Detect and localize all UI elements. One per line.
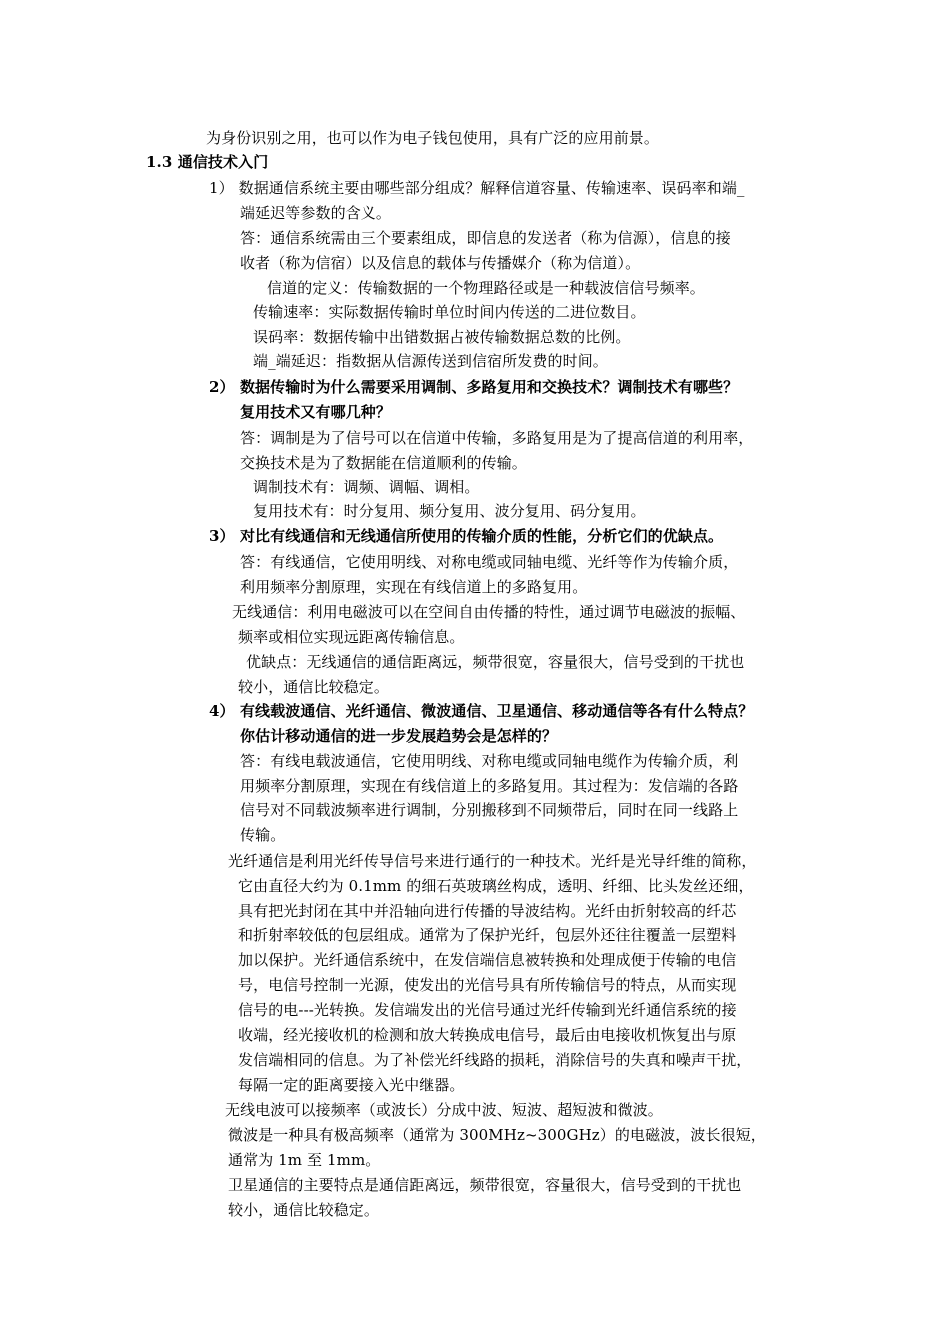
text-line: 复用技术有：时分复用、频分复用、波分复用、码分复用。 [253, 502, 646, 520]
text-line: 交换技术是为了数据能在信道顺利的传输。 [240, 454, 527, 472]
answer-line: 答：有线通信，它使用明线、对称电缆或同轴电缆、光纤等作为传输介质， [240, 553, 739, 571]
text-line: 加以保护。光纤通信系统中，在发信端信息被转换和处理成便于传输的电信 [238, 951, 737, 969]
question-4-cont: 你估计移动通信的进一步发展趋势会是怎样的？ [240, 727, 558, 745]
question-2-cont: 复用技术又有哪几种？ [240, 403, 392, 421]
question-3: 3） 对比有线通信和无线通信所使用的传输介质的性能，分析它们的优缺点。 [209, 527, 724, 545]
text-line: 传输。 [240, 826, 286, 844]
text-line: 优缺点：无线通信的通信距离远，频带很宽，容量很大，信号受到的干扰也 [246, 653, 745, 671]
text-line: 信号对不同载波频率进行调制，分别搬移到不同频带后，同时在同一线路上 [240, 801, 739, 819]
text-line: 号，电信号控制一光源，使发出的光信号具有所传输信号的特点，从而实现 [238, 976, 737, 994]
text-line: 较小，通信比较稳定。 [238, 678, 390, 696]
question-2: 2） 数据传输时为什么需要采用调制、多路复用和交换技术？调制技术有哪些？ [209, 378, 739, 396]
question-1: 1） 数据通信系统主要由哪些部分组成？解释信道容量、传输速率、误码率和端_ [209, 179, 745, 197]
text-line: 频率或相位实现远距离传输信息。 [238, 628, 465, 646]
text-line: 每隔一定的距离要接入光中继器。 [238, 1076, 465, 1094]
text-line: 端_端延迟：指数据从信源传送到信宿所发费的时间。 [253, 352, 608, 370]
text-line: 信道的定义：传输数据的一个物理路径或是一种载波信信号频率。 [267, 279, 705, 297]
text-line: 传输速率：实际数据传输时单位时间内传送的二进位数目。 [253, 303, 646, 321]
text-line: 用频率分割原理，实现在有线信道上的多路复用。其过程为：发信端的各路 [240, 777, 739, 795]
text-line: 信号的电---光转换。发信端发出的光信号通过光纤传输到光纤通信系统的接 [238, 1001, 737, 1019]
text-line: 调制技术有：调频、调幅、调相。 [253, 478, 480, 496]
answer-line: 答：通信系统需由三个要素组成，即信息的发送者（称为信源），信息的接 [240, 229, 731, 247]
text-line: 卫星通信的主要特点是通信距离远，频带很宽，容量很大，信号受到的干扰也 [228, 1176, 742, 1194]
text-line: 具有把光封闭在其中并沿轴向进行传播的导波结构。光纤由折射较高的纤芯 [238, 902, 737, 920]
text-line: 误码率：数据传输中出错数据占被传输数据总数的比例。 [253, 328, 631, 346]
section-heading: 1.3 通信技术入门 [146, 153, 269, 171]
text-line: 和折射率较低的包层组成。通常为了保护光纤，包层外还往往覆盖一层塑料 [238, 926, 737, 944]
text-line: 收者（称为信宿）以及信息的载体与传播媒介（称为信道）。 [240, 254, 641, 272]
answer-line: 答：调制是为了信号可以在信道中传输，多路复用是为了提高信道的利用率， [240, 429, 754, 447]
text-line: 光纤通信是利用光纤传导信号来进行通行的一种技术。光纤是光导纤维的简称， [228, 852, 757, 870]
text-line: 微波是一种具有极高频率（通常为 300MHz~300GHz）的电磁波，波长很短， [228, 1126, 766, 1144]
text-line: 收端，经光接收机的检测和放大转换成电信号，最后由电接收机恢复出与原 [238, 1026, 737, 1044]
text-line: 它由直径大约为 0.1mm 的细石英玻璃丝构成，透明、纤细、比头发丝还细， [238, 877, 754, 895]
text-line: 端延迟等参数的含义。 [240, 204, 392, 222]
answer-line: 答：有线电载波通信，它使用明线、对称电缆或同轴电缆作为传输介质，利 [240, 752, 739, 770]
text-line: 为身份识别之用，也可以作为电子钱包使用，具有广泛的应用前景。 [206, 129, 660, 147]
text-line: 较小，通信比较稳定。 [228, 1201, 380, 1219]
question-4: 4） 有线载波通信、光纤通信、微波通信、卫星通信、移动通信等各有什么特点？ [209, 702, 754, 720]
text-line: 利用频率分割原理，实现在有线信道上的多路复用。 [240, 578, 588, 596]
text-line: 无线电波可以接频率（或波长）分成中波、短波、超短波和微波。 [225, 1101, 663, 1119]
text-line: 无线通信：利用电磁波可以在空间自由传播的特性，通过调节电磁波的振幅、 [232, 603, 746, 621]
text-line: 通常为 1m 至 1mm。 [228, 1151, 381, 1169]
text-line: 发信端相同的信息。为了补偿光纤线路的损耗，消除信号的失真和噪声干扰， [238, 1051, 752, 1069]
